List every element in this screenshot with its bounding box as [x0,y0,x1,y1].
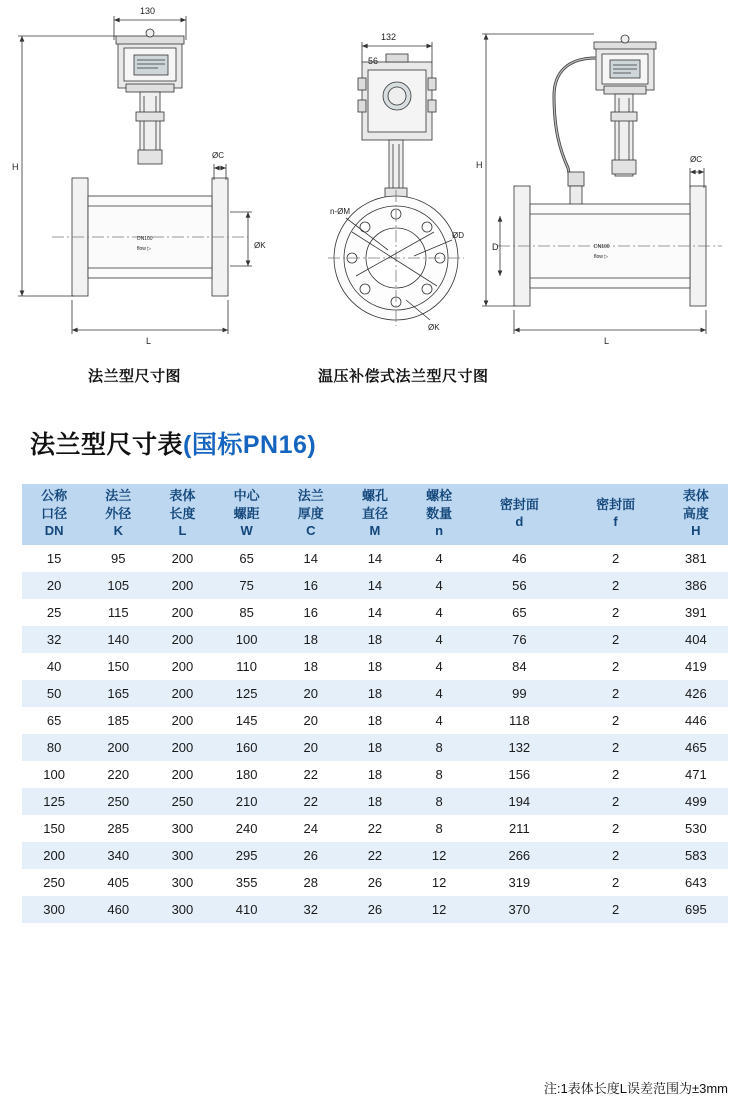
table-cell: 18 [343,788,407,815]
table-cell: 180 [215,761,279,788]
table-cell: 14 [343,572,407,599]
dim-label-l-left: L [146,336,152,346]
dim-label-l-right: L [604,336,610,346]
svg-text:DN100: DN100 [594,244,610,250]
table-cell: 26 [279,842,343,869]
table-cell: 583 [664,842,728,869]
table-cell: 165 [86,680,150,707]
table-cell: 65 [215,545,279,572]
table-cell: 12 [407,896,471,923]
table-cell: 28 [279,869,343,896]
table-cell: 20 [22,572,86,599]
table-cell: 2 [567,626,663,653]
table-cell: 76 [471,626,567,653]
table-cell: 46 [471,545,567,572]
table-cell: 25 [22,599,86,626]
table-cell: 125 [215,680,279,707]
table-cell: 32 [22,626,86,653]
table-cell: 15 [22,545,86,572]
table-row [22,707,728,734]
table-cell: 8 [407,734,471,761]
table-cell: 381 [664,545,728,572]
table-row [22,734,728,761]
table-note: 注:1表体长度L误差范围为±3mm [543,1081,728,1096]
table-cell: 211 [471,815,567,842]
table-cell: 8 [407,788,471,815]
table-cell: 16 [279,599,343,626]
table-cell: 18 [279,626,343,653]
table-cell: 115 [86,599,150,626]
table-cell: 2 [567,734,663,761]
table-cell: 22 [279,788,343,815]
table-cell: 18 [343,626,407,653]
table-row [22,842,728,869]
dim-label-h-left: H [12,162,19,172]
table-row [22,788,728,815]
table-cell: 2 [567,869,663,896]
table-cell: 250 [150,788,214,815]
table-cell: 26 [343,869,407,896]
table-cell: 4 [407,572,471,599]
table-cell: 4 [407,707,471,734]
table-cell: 200 [22,842,86,869]
table-cell: 14 [343,599,407,626]
section-title-main: 法兰型尺寸表 [30,431,184,459]
table-cell: 4 [407,653,471,680]
table-cell: 65 [22,707,86,734]
table-cell: 2 [567,788,663,815]
table-cell: 295 [215,842,279,869]
table-cell: 2 [567,896,663,923]
table-cell: 220 [86,761,150,788]
table-cell: 200 [150,653,214,680]
dim-label-c-right: ØC [690,155,702,164]
table-cell: 319 [471,869,567,896]
dim-label-132: 132 [381,32,397,42]
table-cell: 2 [567,599,663,626]
table-cell: 20 [279,707,343,734]
svg-text:flow ▷: flow ▷ [594,254,609,260]
table-cell: 18 [279,653,343,680]
col-l: 表体 长度 L [150,484,214,545]
table-cell: 20 [279,734,343,761]
table-cell: 4 [407,545,471,572]
drawing-caption-flange: 法兰型尺寸图 [88,368,182,385]
table-cell: 465 [664,734,728,761]
table-row [22,626,728,653]
table-cell: 250 [86,788,150,815]
table-cell: 200 [150,707,214,734]
table-cell: 14 [343,545,407,572]
col-dn: 公称 口径 DN [22,484,86,545]
dim-label-c-left: ØC [212,151,224,160]
table-cell: 426 [664,680,728,707]
table-cell: 156 [471,761,567,788]
table-cell: 65 [471,599,567,626]
table-cell: 22 [343,842,407,869]
table-cell: 285 [86,815,150,842]
table-cell: 386 [664,572,728,599]
table-cell: 12 [407,842,471,869]
table-cell: 2 [567,842,663,869]
table-cell: 110 [215,653,279,680]
dim-label-h-right: H [476,160,483,170]
dimensions-table [22,484,728,923]
table-row [22,572,728,599]
table-cell: 185 [86,707,150,734]
table-cell: 118 [471,707,567,734]
table-row [22,653,728,680]
table-cell: 8 [407,761,471,788]
table-cell: 460 [86,896,150,923]
table-cell: 200 [150,680,214,707]
table-cell: 471 [664,761,728,788]
table-cell: 12 [407,869,471,896]
dim-label-d-right: D [492,242,499,252]
table-cell: 18 [343,707,407,734]
table-cell: 446 [664,707,728,734]
table-cell: 300 [150,869,214,896]
table-cell: 20 [279,680,343,707]
table-cell: 300 [150,815,214,842]
dim-label-d: ØD [452,231,464,240]
table-cell: 32 [279,896,343,923]
table-cell: 4 [407,626,471,653]
drawing-caption-compensated: 温压补偿式法兰型尺寸图 [318,368,489,385]
table-header [22,484,728,545]
table-cell: 160 [215,734,279,761]
table-cell: 210 [215,788,279,815]
table-row [22,815,728,842]
table-cell: 300 [22,896,86,923]
table-cell: 200 [150,626,214,653]
table-row [22,761,728,788]
table-cell: 2 [567,707,663,734]
table-cell: 266 [471,842,567,869]
col-h: 表体 高度 H [664,484,728,545]
table-cell: 4 [407,599,471,626]
table-row [22,896,728,923]
table-cell: 405 [86,869,150,896]
section-title [30,425,316,461]
table-cell: 100 [215,626,279,653]
dim-label-130: 130 [140,6,156,16]
table-cell: 4 [407,680,471,707]
table-cell: 26 [343,896,407,923]
dim-label-k-mid: ØK [428,323,440,332]
table-cell: 22 [343,815,407,842]
table-cell: 18 [343,761,407,788]
table-cell: 150 [22,815,86,842]
table-cell: 125 [22,788,86,815]
dim-label-n-m: n-ØM [330,207,350,216]
svg-text:DN100: DN100 [137,236,153,242]
table-cell: 2 [567,680,663,707]
table-cell: 18 [343,653,407,680]
table-cell: 2 [567,653,663,680]
table-cell: 419 [664,653,728,680]
table-cell: 194 [471,788,567,815]
col-d: 密封面 d [471,484,567,545]
drawings-panel [0,0,750,395]
table-cell: 100 [22,761,86,788]
table-cell: 105 [86,572,150,599]
table-cell: 2 [567,761,663,788]
table-cell: 8 [407,815,471,842]
table-header-row [22,484,728,545]
table-cell: 355 [215,869,279,896]
table-cell: 2 [567,572,663,599]
table-cell: 40 [22,653,86,680]
table-cell: 2 [567,815,663,842]
table-cell: 300 [150,896,214,923]
table-cell: 56 [471,572,567,599]
table-row [22,599,728,626]
table-row [22,680,728,707]
table-cell: 75 [215,572,279,599]
table-cell: 95 [86,545,150,572]
table-cell: 200 [150,761,214,788]
col-w: 中心 螺距 W [215,484,279,545]
table-cell: 132 [471,734,567,761]
table-cell: 2 [567,545,663,572]
table-cell: 140 [86,626,150,653]
table-cell: 499 [664,788,728,815]
table-row [22,545,728,572]
table-cell: 200 [86,734,150,761]
dim-label-56: 56 [368,56,379,66]
table-cell: 404 [664,626,728,653]
col-n: 螺栓 数量 n [407,484,471,545]
table-cell: 22 [279,761,343,788]
table-cell: 530 [664,815,728,842]
table-cell: 240 [215,815,279,842]
table-cell: 150 [86,653,150,680]
table-body [22,545,728,923]
col-m: 螺孔 直径 M [343,484,407,545]
table-cell: 410 [215,896,279,923]
table-cell: 250 [22,869,86,896]
table-cell: 200 [150,599,214,626]
col-c: 法兰 厚度 C [279,484,343,545]
table-cell: 200 [150,545,214,572]
col-f: 密封面 f [567,484,663,545]
table-cell: 643 [664,869,728,896]
table-cell: 14 [279,545,343,572]
table-cell: 340 [86,842,150,869]
table-cell: 24 [279,815,343,842]
table-cell: 85 [215,599,279,626]
table-cell: 391 [664,599,728,626]
table-cell: 18 [343,734,407,761]
section-title-sub: (国标PN16) [183,431,317,459]
col-k: 法兰 外径 K [86,484,150,545]
table-cell: 200 [150,572,214,599]
table-cell: 99 [471,680,567,707]
table-cell: 84 [471,653,567,680]
table-cell: 145 [215,707,279,734]
table-cell: 200 [150,734,214,761]
dim-label-k-left: ØK [254,241,266,250]
table-cell: 18 [343,680,407,707]
table-cell: 370 [471,896,567,923]
dimension-drawings-svg [0,0,750,395]
svg-text:flow ▷: flow ▷ [137,246,152,252]
table-cell: 16 [279,572,343,599]
table-cell: 80 [22,734,86,761]
table-cell: 695 [664,896,728,923]
table-row [22,869,728,896]
table-cell: 50 [22,680,86,707]
table-cell: 300 [150,842,214,869]
